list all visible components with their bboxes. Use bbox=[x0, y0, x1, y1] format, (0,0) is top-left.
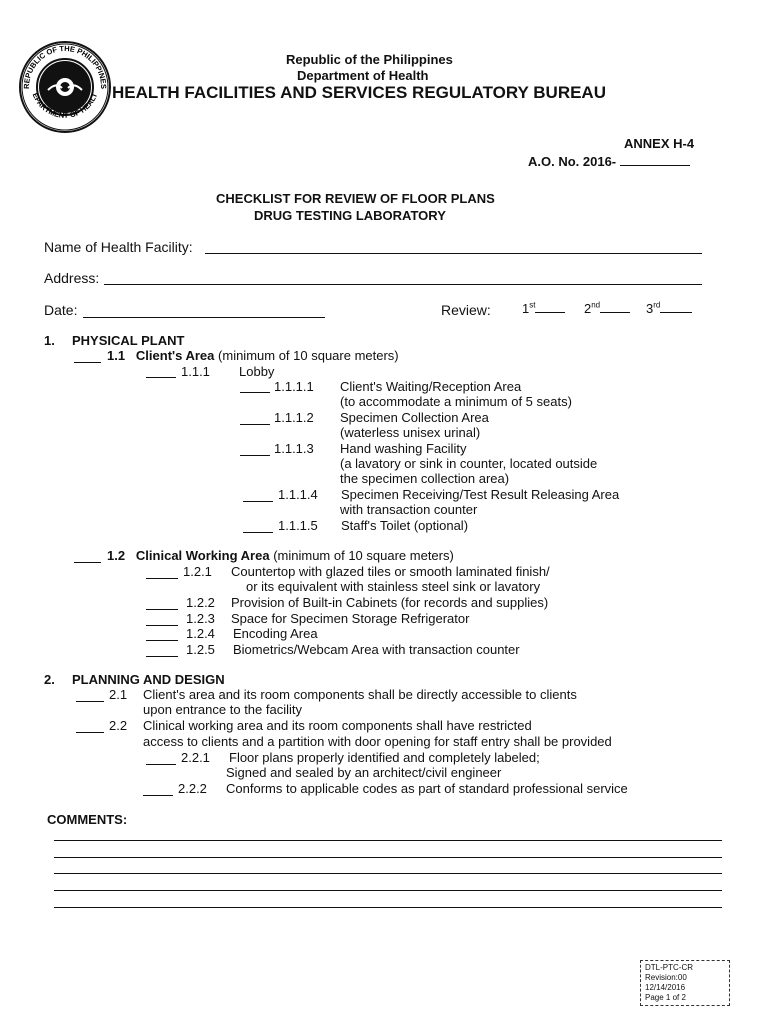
facility-input-line[interactable] bbox=[205, 253, 702, 254]
address-input-line[interactable] bbox=[104, 284, 702, 285]
review-3rd[interactable] bbox=[646, 300, 692, 316]
item-1-2-note: (minimum of 10 square meters) bbox=[273, 548, 454, 563]
checkbox-1-1-1-2[interactable] bbox=[240, 424, 270, 425]
header-department: Department of Health bbox=[297, 68, 429, 83]
item-1-1-1-3-text3: the specimen collection area) bbox=[340, 471, 510, 486]
date-input-line[interactable] bbox=[83, 317, 325, 318]
item-1-1-1-1-text2: (to accommodate a minimum of 5 seats) bbox=[340, 394, 572, 409]
doc-date: 12/14/2016 bbox=[645, 983, 686, 992]
section1-number: 1. bbox=[44, 333, 55, 348]
item-1-1-1-3-text: Hand washing Facility bbox=[340, 441, 467, 456]
item-1-2 bbox=[107, 548, 454, 563]
item-1-1-1-1-text: Client's Waiting/Reception Area bbox=[340, 379, 522, 394]
doc-revision: Revision:00 bbox=[645, 973, 687, 982]
item-1-1-1-2-text2: (waterless unisex urinal) bbox=[340, 425, 481, 440]
checkbox-1-2-1[interactable] bbox=[146, 578, 178, 579]
review-2nd-num: 2 bbox=[584, 301, 592, 316]
item-1-1-title: Client's Area bbox=[135, 348, 215, 363]
facility-label: Name of Health Facility: bbox=[44, 239, 193, 255]
item-1-1 bbox=[107, 348, 399, 363]
comments-label: COMMENTS: bbox=[47, 812, 128, 827]
checkbox-1-2-3[interactable] bbox=[146, 625, 178, 626]
item-1-2-1-num: 1.2.1 bbox=[183, 564, 212, 579]
item-1-1-1-text: Lobby bbox=[239, 364, 275, 379]
item-2-1-num: 2.1 bbox=[109, 687, 128, 702]
item-1-1-1-5-num: 1.1.1.5 bbox=[278, 518, 318, 533]
item-1-1-1-2-text: Specimen Collection Area bbox=[340, 410, 489, 425]
review-1st-num: 1 bbox=[522, 301, 530, 316]
annex-label: ANNEX H-4 bbox=[624, 136, 695, 151]
comment-line-1[interactable] bbox=[54, 840, 722, 841]
item-1-2-num: 1.2 bbox=[107, 548, 126, 563]
item-2-2-2-num: 2.2.2 bbox=[178, 781, 207, 796]
section2-title: PLANNING AND DESIGN bbox=[72, 672, 225, 687]
title-line-2: DRUG TESTING LABORATORY bbox=[254, 208, 446, 223]
date-label: Date: bbox=[44, 302, 78, 318]
item-1-1-1-3-num: 1.1.1.3 bbox=[274, 441, 314, 456]
item-1-2-2-text: Provision of Built-in Cabinets (for records and supplies) bbox=[231, 595, 549, 610]
item-2-2-text: Clinical working area and its room components shall have restricted bbox=[143, 718, 532, 733]
item-1-2-3-num: 1.2.3 bbox=[186, 611, 215, 626]
review-1st-sup: st bbox=[529, 300, 536, 310]
item-1-2-2-num: 1.2.2 bbox=[186, 595, 215, 610]
review-3rd-num: 3 bbox=[646, 301, 654, 316]
checkbox-2-2[interactable] bbox=[76, 732, 104, 733]
review-1st-blank[interactable] bbox=[535, 300, 565, 313]
comment-line-4[interactable] bbox=[54, 890, 722, 891]
item-1-1-note: (minimum of 10 square meters) bbox=[218, 348, 399, 363]
checkbox-1-1[interactable] bbox=[74, 362, 101, 363]
header-bureau: HEALTH FACILITIES AND SERVICES REGULATORY BUREAU bbox=[112, 83, 606, 102]
item-2-2-1-num: 2.2.1 bbox=[181, 750, 210, 765]
review-3rd-blank[interactable] bbox=[660, 300, 692, 313]
seal-text-bottom: EPARTMENT OF HEALT bbox=[30, 91, 100, 120]
item-2-2-1-text: Floor plans properly identified and completely labeled; bbox=[229, 750, 540, 765]
item-2-2-1-text2: Signed and sealed by an architect/civil engineer bbox=[226, 765, 502, 780]
comment-line-3[interactable] bbox=[54, 873, 722, 874]
checkbox-1-2-4[interactable] bbox=[146, 640, 178, 641]
doc-page: Page 1 of 2 bbox=[645, 993, 686, 1002]
document-code-box bbox=[640, 960, 730, 1006]
address-label: Address: bbox=[44, 270, 100, 286]
review-3rd-sup: rd bbox=[653, 300, 661, 310]
item-1-2-3-text: Space for Specimen Storage Refrigerator bbox=[231, 611, 470, 626]
review-label: Review: bbox=[441, 302, 491, 318]
checkbox-2-2-1[interactable] bbox=[146, 764, 176, 765]
review-2nd-sup: nd bbox=[591, 300, 601, 310]
item-1-1-1-4-text: Specimen Receiving/Test Result Releasing Area bbox=[341, 487, 620, 502]
item-2-2-2-text: Conforms to applicable codes as part of standard professional service bbox=[226, 781, 628, 796]
item-1-2-5-num: 1.2.5 bbox=[186, 642, 215, 657]
item-2-1-text: Client's area and its room components shall be directly accessible to clients bbox=[143, 687, 577, 702]
checkbox-1-2-5[interactable] bbox=[146, 656, 178, 657]
doh-seal-logo bbox=[18, 40, 112, 134]
checkbox-1-1-1-3[interactable] bbox=[240, 455, 270, 456]
item-1-1-1-2-num: 1.1.1.2 bbox=[274, 410, 314, 425]
item-2-2-num: 2.2 bbox=[109, 718, 128, 733]
section1-title: PHYSICAL PLANT bbox=[72, 333, 185, 348]
item-1-2-1-text2: or its equivalent with stainless steel sink or lavatory bbox=[246, 579, 541, 594]
ao-number bbox=[528, 153, 690, 169]
review-1st[interactable] bbox=[522, 300, 565, 316]
header-republic: Republic of the Philippines bbox=[286, 52, 453, 67]
item-1-2-1-text: Countertop with glazed tiles or smooth laminated finish/ bbox=[231, 564, 550, 579]
doc-code: DTL-PTC-CR bbox=[645, 963, 693, 972]
item-1-1-1-1-num: 1.1.1.1 bbox=[274, 379, 314, 394]
item-1-1-1-5-text: Staff's Toilet (optional) bbox=[341, 518, 469, 533]
section2-number: 2. bbox=[44, 672, 55, 687]
checkbox-1-2-2[interactable] bbox=[146, 609, 178, 610]
checkbox-2-2-2[interactable] bbox=[143, 795, 173, 796]
ao-number-blank[interactable] bbox=[620, 153, 690, 166]
item-1-1-1-num: 1.1.1 bbox=[181, 364, 210, 379]
item-2-2-text2: access to clients and a partition with door opening for staff entry shall be provided bbox=[143, 734, 612, 749]
item-1-2-4-text: Encoding Area bbox=[233, 626, 318, 641]
checkbox-1-1-1-1[interactable] bbox=[240, 392, 270, 393]
checkbox-1-1-1-5[interactable] bbox=[243, 532, 273, 533]
checkbox-1-1-1-4[interactable] bbox=[243, 501, 273, 502]
review-2nd-blank[interactable] bbox=[600, 300, 630, 313]
title-line-1: CHECKLIST FOR REVIEW OF FLOOR PLANS bbox=[216, 191, 495, 206]
item-1-1-num: 1.1 bbox=[107, 348, 126, 363]
ao-number-text: A.O. No. 2016- bbox=[528, 154, 617, 169]
item-1-2-5-text: Biometrics/Webcam Area with transaction counter bbox=[233, 642, 520, 657]
comment-line-5[interactable] bbox=[54, 907, 722, 908]
item-1-2-4-num: 1.2.4 bbox=[186, 626, 215, 641]
item-1-1-1-4-num: 1.1.1.4 bbox=[278, 487, 318, 502]
item-2-1-text2: upon entrance to the facility bbox=[143, 702, 302, 717]
comment-line-2[interactable] bbox=[54, 857, 722, 858]
checkbox-2-1[interactable] bbox=[76, 701, 104, 702]
checkbox-1-1-1[interactable] bbox=[146, 377, 176, 378]
seal-text-top: REPUBLIC OF THE PHILIPPINES bbox=[21, 43, 109, 90]
item-1-1-1-4-text2: with transaction counter bbox=[340, 502, 478, 517]
item-1-2-title: Clinical Working Area bbox=[135, 548, 270, 563]
item-1-1-1-3-text2: (a lavatory or sink in counter, located outside bbox=[340, 456, 598, 471]
checkbox-1-2[interactable] bbox=[74, 562, 101, 563]
review-2nd[interactable] bbox=[584, 300, 630, 316]
